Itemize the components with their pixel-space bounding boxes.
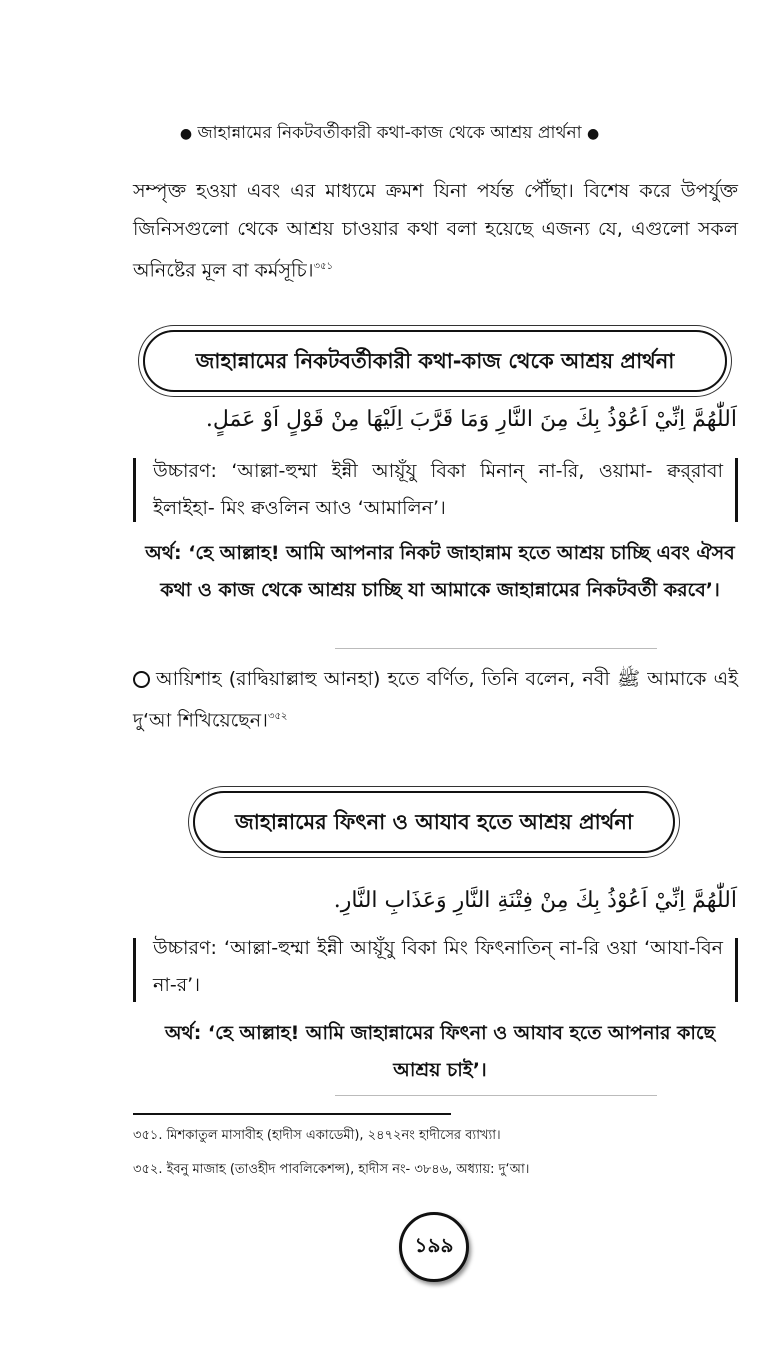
pronunciation: উচ্চারণ: ‘আল্লা-হুম্মা ইন্নী আয়ূঁযু বিকা মিনান্ না-রি, ওয়ামা- ক্বর্‌রাবা ইলাইহা- মিং ক্বওলিন আও ‘আমালিন’। <box>153 460 723 519</box>
arabic-dua: اَللّٰهُمَّ اِنِّيْ اَعُوْذُ بِكَ مِنَ النَّارِ وَمَا قَرَّبَ اِلَيْهَا مِنْ قَوْلٍ اَوْ عَمَلٍ. <box>205 407 737 432</box>
footnote: ৩৫২. ইবনু মাজাহ (তাওহীদ পাবলিকেশন্স), হাদীস নং- ৩৮৪৬, অধ্যায়: দু‘আ। <box>133 1162 530 1177</box>
circle-bullet-icon <box>133 671 150 688</box>
bullet-icon: ● <box>586 126 600 142</box>
left-bracket <box>133 458 136 522</box>
narration <box>133 660 738 739</box>
divider <box>335 1095 657 1096</box>
page-number <box>399 1212 469 1282</box>
bullet-icon: ● <box>179 126 193 142</box>
footnote-ref: ৩৫২ <box>267 711 288 722</box>
section-title: জাহান্নামের ফিৎনা ও আযাব হতে আশ্রয় প্রার্থনা <box>193 791 675 853</box>
meaning: অর্থ: ‘হে আল্লাহ! আমি আপনার নিকট জাহান্নাম হতে আশ্রয় চাচ্ছি এবং ঐসব কথা ও কাজ থেকে আশ্রয় চাচ্ছি যা আমাকে জাহান্নামের নিকটবর্তী করবে’। <box>145 542 735 601</box>
page-number-text: ১৯৯ <box>414 1232 454 1257</box>
left-bracket <box>133 938 136 1002</box>
intro-paragraph <box>133 172 738 289</box>
right-bracket <box>735 458 738 522</box>
pronunciation: উচ্চারণ: ‘আল্লা-হুম্মা ইন্নী আয়ূঁযু বিকা মিং ফিৎনাতিন্ না-রি ওয়া ‘আযা-বিন না-র’। <box>153 937 723 996</box>
right-bracket <box>735 938 738 1002</box>
narration-text: আয়িশাহ (রাদ্বিয়াল্লাহু আনহা) হতে বর্ণিত, তিনি বলেন, নবী ﷺ আমাকে এই দু‘আ শিখিয়েছেন। <box>133 668 738 732</box>
footnote-ref: ৩৫১ <box>313 261 333 272</box>
arabic-dua: اَللّٰهُمَّ اِنِّيْ اَعُوْذُ بِكَ مِنْ فِتْنَةِ النَّارِ وَعَذَابِ النَّارِ. <box>333 888 737 913</box>
divider <box>335 648 657 649</box>
running-header <box>0 120 779 148</box>
footnote: ৩৫১. মিশকাতুল মাসাবীহ (হাদীস একাডেমী), ২৪৭২নং হাদীসের ব্যাখ্যা। <box>133 1128 501 1143</box>
running-header-text: জাহান্নামের নিকটবর্তীকারী কথা-কাজ থেকে আশ্রয় প্রার্থনা <box>197 123 582 143</box>
intro-text: সম্পৃক্ত হওয়া এবং এর মাধ্যমে ক্রমশ যিনা পর্যন্ত পৌঁছা। বিশেষ করে উপর্যুক্ত জিনিসগুলো থেকে আশ্রয় চাওয়ার কথা বলা হয়েছে এজন্য যে, এগুলো সকল অনিষ্টের মূল বা কর্মসূচি। <box>133 180 738 282</box>
section-title: জাহান্নামের নিকটবর্তীকারী কথা-কাজ থেকে আশ্রয় প্রার্থনা <box>143 330 727 392</box>
meaning: অর্থ: ‘হে আল্লাহ! আমি জাহান্নামের ফিৎনা ও আযাব হতে আপনার কাছে আশ্রয় চাই’। <box>164 1022 716 1081</box>
footnote-separator <box>133 1113 451 1115</box>
